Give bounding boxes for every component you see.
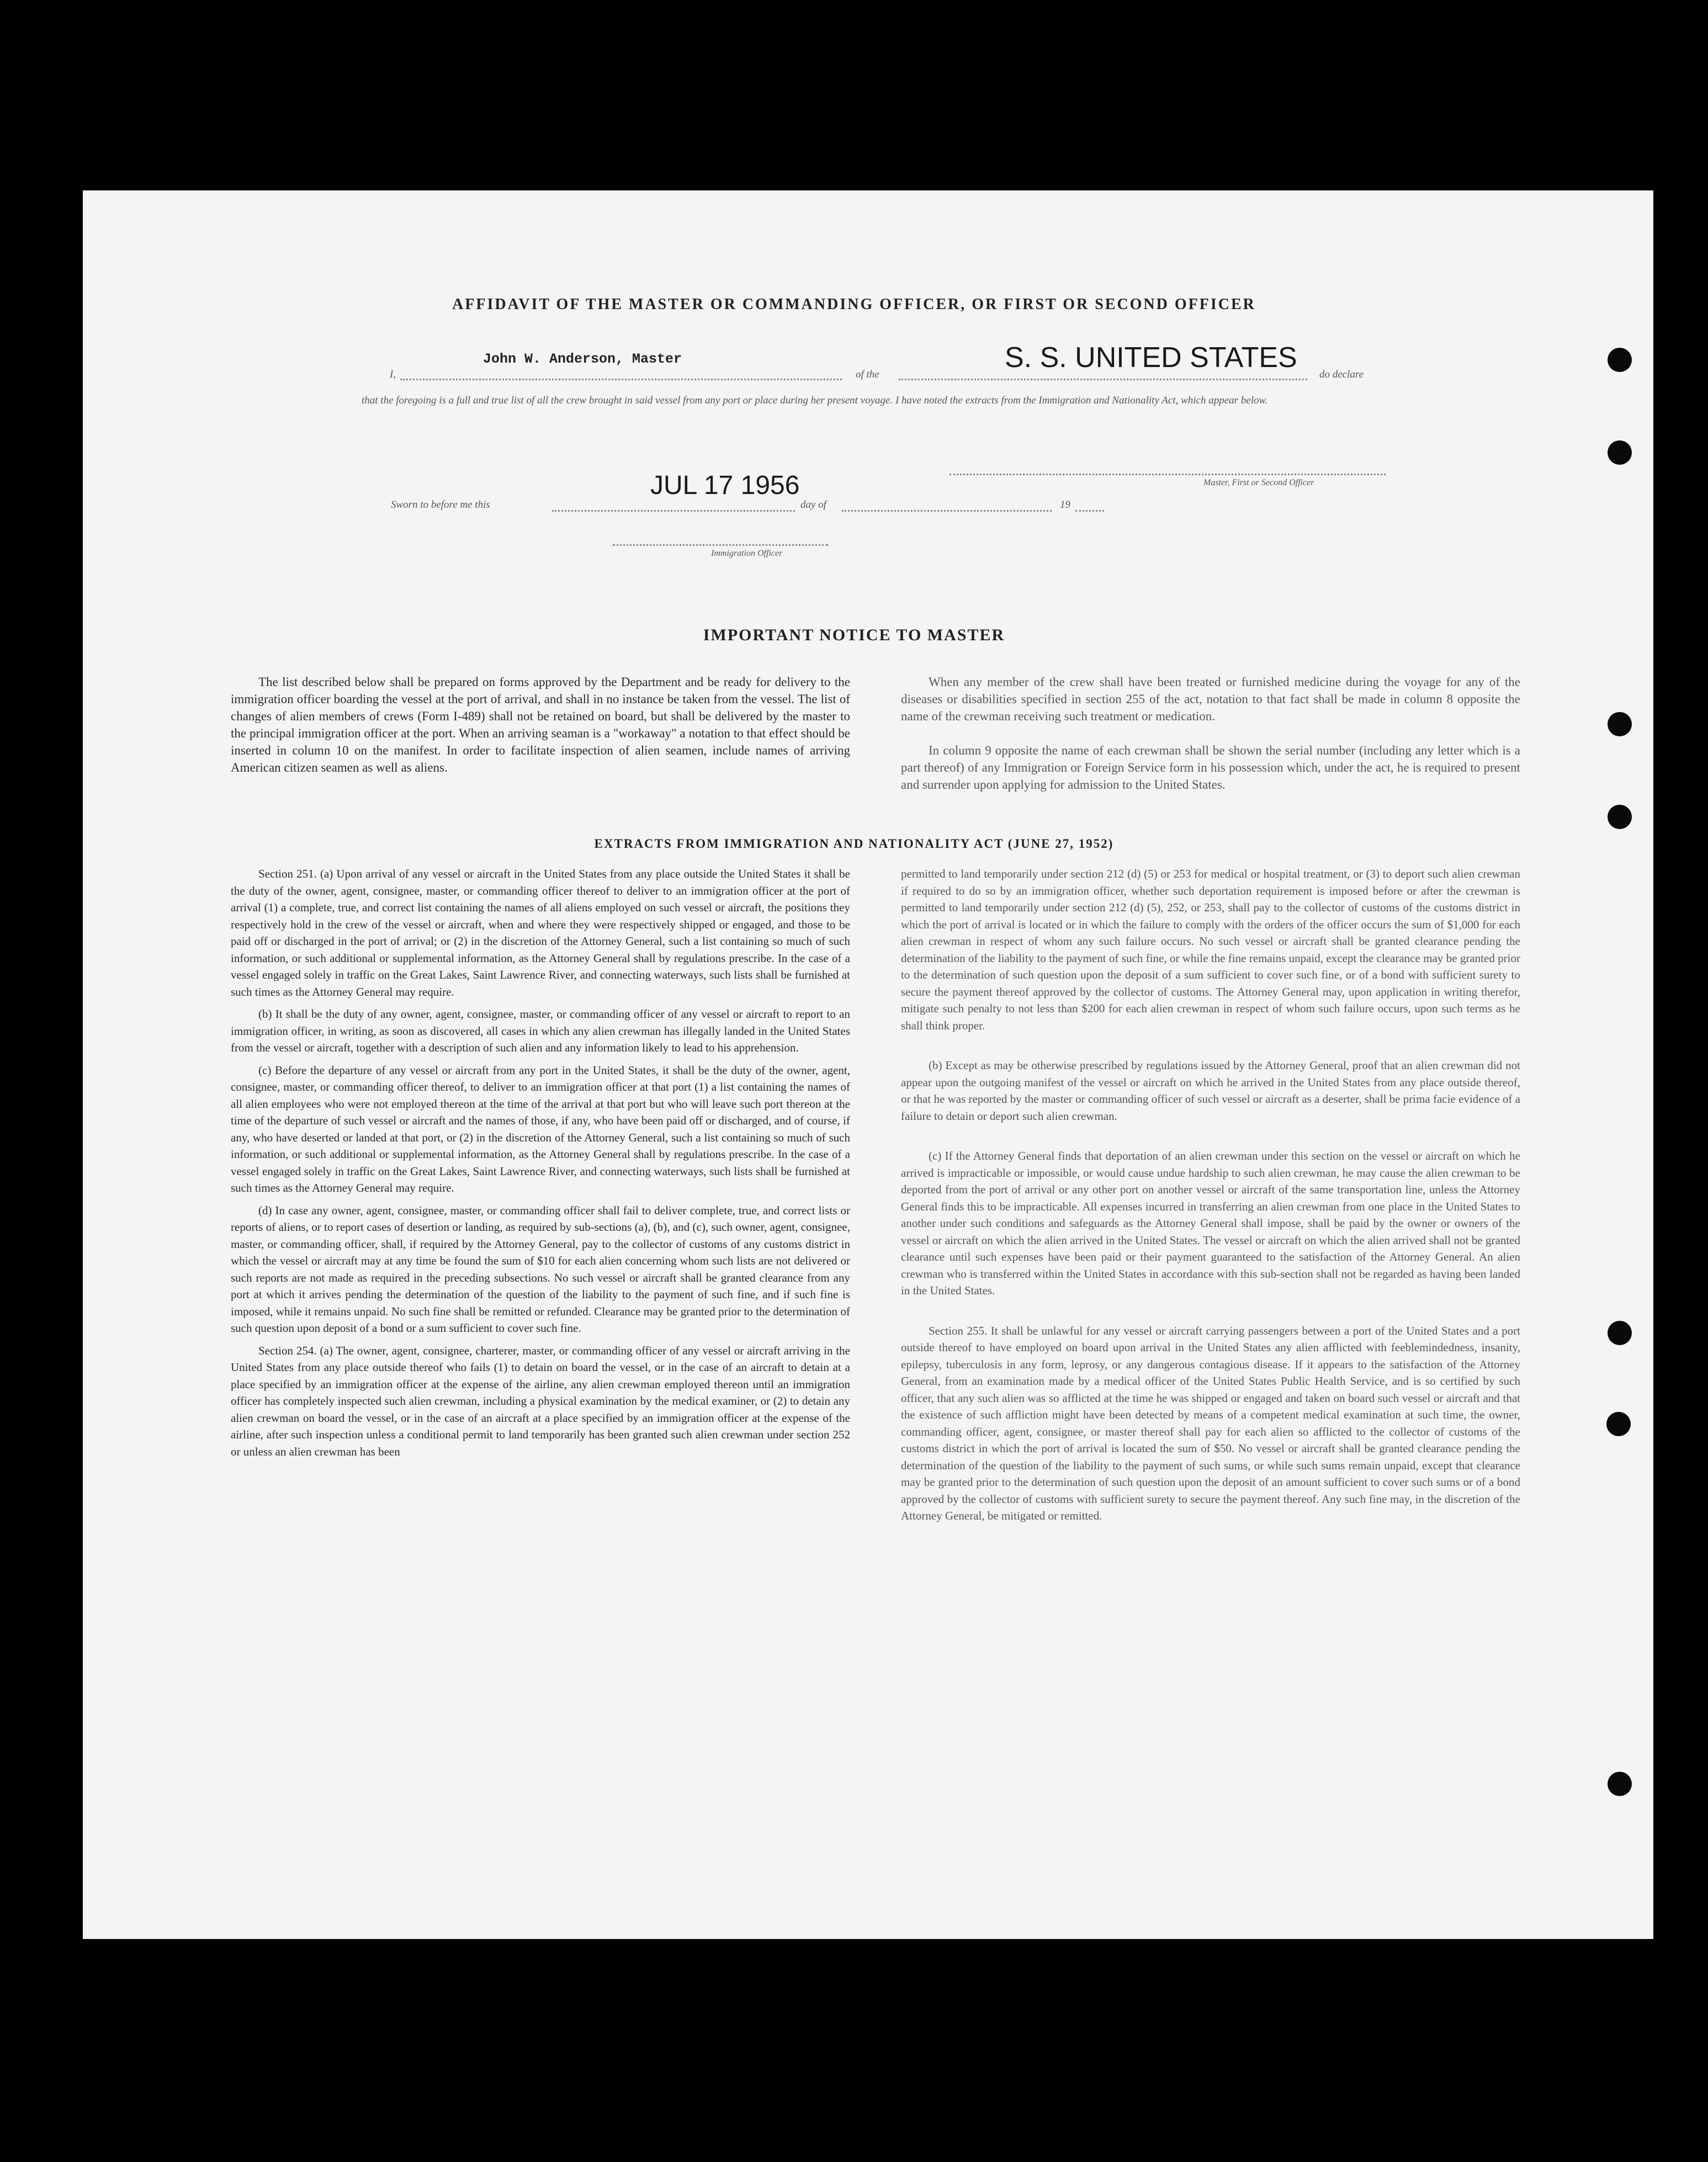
year-line (1075, 510, 1104, 512)
sworn-label: Sworn to before me this (391, 499, 490, 511)
master-name: John W. Anderson, Master (483, 351, 682, 367)
immigration-officer-label: Immigration Officer (711, 549, 783, 558)
extract-section-254-c: (c) If the Attorney General finds that deportation of an alien crewman under this section on the vessel or aircraft on which he arrived is impracticable or impossible, or would cause undue hardship to such alien crewman, he may cause the alien crewman to be deported from the port of arrival or any other port on another vessel or aircraft of the same transportation line, unless the Attorney General finds this to be impracticable. All expenses incurred in transferring an alien crewman from one place in the United States to another under such conditions and safeguards as the Attorney General shall impose, shall be paid by the owner or owners of the vessel or aircraft on which the alien arrived in the United States. The vessel or aircraft on which the alien arrived shall not be granted clearance until such expenses have been paid or their payment guaranteed to the satisfaction of the Attorney General. An alien crewman who is transferred within the United States in accordance with this sub-section shall not be regarded as having been landed in the United States. (901, 1149, 1520, 1297)
punch-hole (1608, 1772, 1632, 1796)
extract-section-254-a-cont: permitted to land temporarily under section 212 (d) (5) or 253 for medical or hospital treatment, or (3) to deport such alien crewman if required to do so by an immigration officer, whether such deportation requirement is imposed before or after the crewman is permitted to land temporarily under section 212 (d) (5), 252, or 253, shall pay to the collector of customs of the customs district in which the port of arrival is located or in which the failure to comply with the orders of the officer occurs the sum of $1,000 for each alien crewman in respect of whom any such failure occurs. No such vessel or aircraft shall be granted clearance pending the determination of the liability to the payment of such fine, or while the fine remains unpaid, except the clearance may be granted prior to the determination of such question upon the deposit of a sum sufficient to cover such fine, or of a bond with sufficient surety to secure the payment thereof approved by the collector of customs. The Attorney General may, upon application in writing therefor, mitigate such penalty to not less than $200 for each alien crewman in respect of whom such failure occurs, upon such terms as he shall think proper. (901, 867, 1520, 1032)
extracts-heading: EXTRACTS FROM IMMIGRATION AND NATIONALITY ACT (JUNE 27, 1952) (594, 837, 1114, 851)
declaration-text: that the foregoing is a full and true list of all the crew brought in said vessel from any port or place during her present voyage. I have noted the extracts from the Immigration and Nationality Act, which appear below. (362, 395, 1268, 406)
extract-section-251-a: Section 251. (a) Upon arrival of any vessel or aircraft in the United States from any place outside the United States it shall be the duty of the owner, agent, consignee, master, or commanding officer thereof to deliver to an immigration officer at the port of arrival (1) a complete, true, and correct list containing the names of all aliens employed on such vessel or aircraft, the positions they respectively hold in the crew of the vessel or aircraft, when and where they were respectively shipped or engaged, and those to be paid off or discharged in the port of arrival; or (2) in the discretion of the Attorney General, such a list containing so much of such information, or such additional or supplemental information, as the Attorney General shall by regulations prescribe. In the case of a vessel engaged solely in traffic on the Great Lakes, Saint Lawrence River, and connecting waterways, such lists shall be furnished at such times as the Attorney General may require. (231, 867, 850, 998)
notice-right-2: In column 9 opposite the name of each crewman shall be shown the serial number (including any letter which is a part thereof) of any Immigration or Foreign Service form in his possession which, under the act, he is required to present and surrender upon applying for admission to the United States. (901, 743, 1520, 792)
day-of-label: day of (800, 499, 826, 511)
punch-hole (1608, 440, 1632, 465)
affidavit-heading: AFFIDAVIT OF THE MASTER OR COMMANDING OFFICER, OR FIRST OR SECOND OFFICER (452, 296, 1256, 313)
label-do-declare: do declare (1319, 369, 1364, 380)
label-i: I, (390, 369, 396, 380)
extract-section-254-b: (b) Except as may be otherwise prescribed by regulations issued by the Attorney General, proof that an alien crewman did not appear upon the outgoing manifest of the vessel or aircraft on which he arrived in the United States from any place outside thereof, or that he was reported by the master or commanding officer of such vessel or aircraft as a deserter, shall be prima facie evidence of a failure to detain or deport such alien crewman. (901, 1059, 1520, 1123)
ship-line (899, 379, 1307, 380)
extract-right-column (901, 865, 1520, 1524)
immigration-officer-line (613, 544, 828, 546)
date-stamp: JUL 17 1956 (650, 471, 800, 500)
punch-hole (1608, 805, 1632, 829)
extract-left-column (231, 865, 850, 1460)
year-label: 19 (1060, 499, 1070, 511)
punch-hole (1608, 712, 1632, 736)
ship-name-stamp: S. S. UNITED STATES (1005, 342, 1297, 374)
extract-section-251-b: (b) It shall be the duty of any owner, agent, consignee, master, or commanding officer of any vessel or aircraft to report to an immigration officer, in writing, as soon as discovered, all cases in which any alien crewman has illegally landed in the United States from the vessel or aircraft, together with a description of such alien and any information likely to lead to his apprehension. (231, 1007, 850, 1054)
label-of-the: of the (856, 369, 879, 380)
notice-right-1: When any member of the crew shall have been treated or furnished medicine during the voyage for any of the diseases or disabilities specified in section 255 of the act, notation to that fact shall be made in column 8 opposite the name of the crewman receiving such treatment or medication. (901, 675, 1520, 723)
notice-left: The list described below shall be prepared on forms approved by the Department and be ready for delivery to the immigration officer boarding the vessel at the port of arrival, and shall in no instance be taken from the vessel. The list of changes of alien members of crews (Form I-489) shall not be retained on board, but shall be delivered by the master to the principal immigration officer at the port. When an arriving seaman is a "workaway" a notation to that effect should be inserted in column 10 on the manifest. In order to facilitate inspection of alien seamen, include names of arriving American citizen seamen as well as aliens. (231, 675, 850, 774)
punch-hole (1608, 1321, 1632, 1345)
punch-hole (1608, 348, 1632, 372)
extract-section-255: Section 255. It shall be unlawful for any vessel or aircraft carrying passengers between a port of the United States and a port outside thereof to have employed on board upon arrival in the United States any alien afflicted with feeblemindedness, insanity, epilepsy, tuberculosis in any form, leprosy, or any dangerous contagious disease. If it appears to the satisfaction of the Attorney General, from an examination made by a medical officer of the United States Public Health Service, and is so certified by such officer, that any such alien was so afflicted at the time he was shipped or engaged and taken on board such vessel or aircraft and that the existence of such affliction might have been detected by means of a competent medical examination at such time, the owner, commanding officer, agent, consignee, or master thereof shall pay for each alien so afflicted to the collector of customs of the customs district in which the port of arrival is located the sum of $50. No vessel or aircraft shall be granted clearance pending the determination of the question of the liability to the payment of such sums, or while such sums remain unpaid, except that clearance may be granted prior to the determination of such question upon the deposit of an amount sufficient to cover such sums or of a bond approved by the collector of customs with sufficient surety to secure the payment thereof. Any such fine may, in the discretion of the Attorney General, be mitigated or remitted. (901, 1324, 1520, 1522)
punch-hole (1606, 1412, 1631, 1436)
notice-heading: IMPORTANT NOTICE TO MASTER (703, 626, 1005, 644)
extract-section-251-d: (d) In case any owner, agent, consignee, master, or commanding officer shall fail to deliver complete, true, and correct lists or reports of aliens, or to report cases of desertion or landing, as required by sub-sections (a), (b), and (c), such owner, agent, consignee, master, or commanding officer, shall, if required by the Attorney General, pay to the collector of customs of any customs district in which the vessel or aircraft may at any time be found the sum of $10 for each alien concerning whom such lists are not delivered or such reports are not made as required in the preceding subsections. No such vessel or aircraft shall be granted clearance from any port at which it arrives pending the determination of the question of the liability to the payment of such fine, and if such fine is imposed, while it remains unpaid. No such fine shall be remitted or refunded. Clearance may be granted prior to the determination of such question upon deposit of a bond or a sum sufficient to cover such fine. (231, 1203, 850, 1335)
month-line (842, 510, 1052, 512)
officer-signature-label: Master, First or Second Officer (1203, 478, 1314, 487)
name-line (400, 379, 842, 380)
extract-section-251-c: (c) Before the departure of any vessel or aircraft from any port in the United States, it shall be the duty of the owner, agent, consignee, master, or commanding officer thereof, to deliver to an immigration officer at that port (1) a list containing the names of all alien employees who were not employed thereon at the time of the arrival at that port but who will leave such port thereon at the time of the departure of such vessel or aircraft and the names of those, if any, who have been paid off or discharged, and of course, if any, who have deserted or landed at that port, or (2) in the discretion of the Attorney General, such a list containing so much of such information, or such additional or supplemental information, as the Attorney General shall by regulations prescribe. In the case of a vessel engaged solely in traffic on the Great Lakes, Saint Lawrence River, and connecting waterways, such lists shall be furnished at such times as the Attorney General may require. (231, 1063, 850, 1194)
sworn-day-line (552, 510, 795, 512)
officer-signature-line (950, 474, 1386, 475)
extract-section-254-a: Section 254. (a) The owner, agent, consignee, charterer, master, or commanding officer of any vessel or aircraft arriving in the United States from any place outside thereof who fails (1) to detain on board the vessel, or in the case of an aircraft to detain at a place specified by an immigration officer at the expense of the airline, any alien crewman employed thereon until an immigration officer has completely inspected such alien crewman, including a physical examination by the medical examiner, or (2) to detain any alien crewman on board the vessel, or in the case of an aircraft at a place specified by an immigration officer at the expense of the airline, after such inspection unless a conditional permit to land temporarily has been granted such alien crewman under section 252 or unless an alien crewman has been (231, 1343, 850, 1458)
